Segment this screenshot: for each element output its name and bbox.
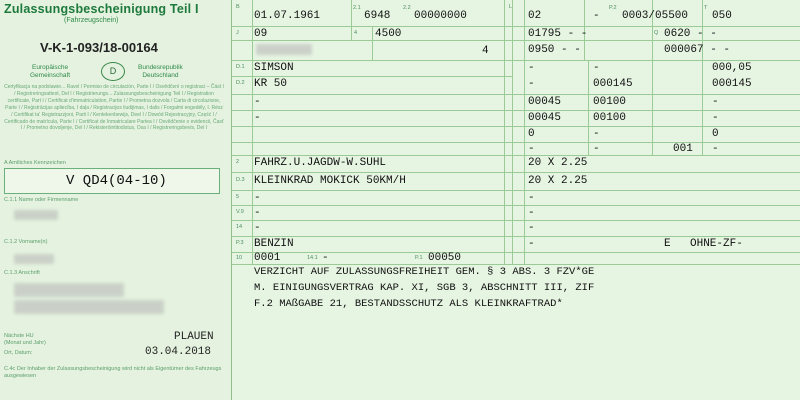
field-code: P.2 — [609, 5, 617, 11]
field-r5-1: - — [528, 78, 535, 90]
owner-note: C.4c Der Inhaber der Zulassungsbescheinigung wird nicht als Eigentümer des Fahrzeugs ausgewiesen — [4, 366, 222, 379]
field-code: P.3 — [236, 240, 244, 246]
redacted-first-name — [14, 254, 54, 264]
row-divider — [232, 110, 800, 111]
document-number: V-K-1-093/18-00164 — [40, 40, 158, 55]
country-label-line1: Bundesrepublik — [138, 64, 183, 71]
row-divider — [232, 26, 800, 27]
redacted-address-line1 — [14, 283, 124, 297]
field-code: D.3 — [236, 177, 245, 183]
country-label-line2: Deutschland — [142, 72, 179, 79]
field-r7-1: 00045 — [528, 112, 562, 124]
max-speed: 050 — [712, 10, 732, 22]
vehicle-data-grid — [232, 0, 800, 400]
field-r6-3: - — [712, 96, 719, 108]
country-label — [138, 64, 183, 80]
field-r6-2: 00100 — [593, 96, 627, 108]
field-r6-1: 00045 — [528, 96, 562, 108]
name-label: C.1.1 Name oder Firmenname — [4, 197, 79, 203]
field-r8-3: 0 — [712, 128, 719, 140]
field-r9-3: 001 — [673, 143, 693, 155]
vehicle-manufacturer: FAHRZ.U.JAGDW-W.SUHL — [254, 157, 387, 169]
row-divider — [232, 155, 800, 156]
row-divider — [232, 94, 800, 95]
multilingual-fineprint: Certyfikacja na podstawie... Ravel / Permiso de circulación, Parte I / Osvědčení o registraci – Část I / Registreringsattest, Del I / Registrierungs... Zulassungsbescheinigung Teil I / Registration certificate, Part I / Certificat d'immatriculation, Partie I / Prometna dozvola / Carta di circolazione, Parte I / Reģistrācijas apliecība, I daļa / Registracijos liudijimas, I dalis / Forgalmi engedély, I. Rész / Certifikat ta' Registrazzjoni, Parti I / Kentekenbewijs, Deel I / Dowód Rejestracyjny, Część I / Certificado de matrícula, Parte I / Certificat de înmatriculare Partea I / Osvědčenie o evidencii, Časť I / Prometno dovoljenje, Del I / Rekisteröintitodistus, Osa I / Registreringsbevis, Del I — [4, 84, 224, 132]
holder-panel — [0, 0, 232, 400]
row-divider — [232, 252, 800, 253]
field-5-value: - — [254, 192, 261, 204]
field-r8-1: 0 — [528, 128, 535, 140]
column-divider — [504, 0, 505, 264]
displacement: 00050 — [428, 252, 462, 264]
address-label: C.1.3 Anschrift — [4, 270, 40, 276]
tire-size-1: 20 X 2.25 — [528, 157, 588, 169]
field-r15-value: - — [528, 238, 535, 250]
field-code: J — [236, 30, 239, 36]
field-e-label: E — [664, 238, 671, 250]
row-divider — [232, 40, 800, 41]
field-code: 14 — [236, 224, 243, 230]
redacted-name — [14, 210, 58, 220]
row-divider — [232, 60, 800, 61]
issue-date: 03.04.2018 — [145, 346, 212, 358]
field-r3-value: 000067 - - — [664, 44, 731, 56]
eu-label-line1: Europäische — [31, 64, 69, 71]
next-inspection-sublabel: (Monat und Jahr) — [4, 340, 46, 346]
column-divider — [372, 26, 373, 60]
field-code: Q — [654, 30, 659, 36]
field-r5-2: 000145 — [593, 78, 633, 90]
column-divider — [512, 0, 513, 264]
field-code: D.2 — [236, 80, 245, 86]
field-code: 2 — [236, 159, 240, 165]
field-code: V.9 — [236, 209, 244, 215]
row-divider — [232, 220, 800, 221]
column-divider — [524, 0, 525, 264]
vehicle-make: SIMSON — [254, 62, 294, 74]
field-r4-1: - — [528, 62, 535, 74]
field-code: 10 — [236, 255, 243, 261]
document-title: Zulassungsbescheinigung Teil I — [4, 2, 199, 16]
vehicle-model-name: KLEINKRAD MOKICK 50KM/H — [254, 175, 406, 187]
field-r12-value: - — [528, 192, 535, 204]
field-code: 5 — [236, 194, 240, 200]
field-code: 4 — [354, 30, 358, 36]
column-divider — [588, 60, 589, 155]
column-divider — [702, 0, 703, 155]
column-divider — [652, 0, 653, 155]
column-divider — [351, 0, 352, 40]
field-r2-value: 0950 - - — [528, 44, 581, 56]
vehicle-variant-1: - — [254, 96, 261, 108]
field-code: D.1 — [236, 64, 245, 70]
issuing-city: PLAUEN — [174, 331, 214, 343]
field-code: B — [236, 4, 240, 10]
field-q-value: 0620 - - — [664, 28, 717, 40]
vehicle-variant-2: - — [254, 112, 261, 124]
first-name-label: C.1.2 Vorname(n) — [4, 239, 48, 245]
field-code: T — [704, 5, 708, 11]
document-subtitle: (Fahrzeugschein) — [64, 17, 119, 24]
type-code: 00000000 — [414, 10, 467, 22]
column-divider — [252, 0, 253, 264]
field-10-value: 0001 — [254, 252, 281, 264]
emission-key: OHNE-ZF- — [690, 238, 743, 250]
remark-line-1: VERZICHT AUF ZULASSUNGSFREIHEIT GEM. § 3 ABS. 3 FZV*GE — [254, 266, 595, 278]
manufacturer-code: 6948 — [364, 10, 391, 22]
fuel-type: BENZIN — [254, 238, 294, 250]
field-j-value: 09 — [254, 28, 268, 40]
tire-size-2: 20 X 2.25 — [528, 175, 588, 187]
field-r7-3: - — [712, 112, 719, 124]
field-14-value: - — [254, 222, 261, 234]
row-divider — [232, 264, 800, 265]
row-divider — [232, 236, 800, 237]
field-r9-2: - — [593, 143, 600, 155]
field-r1-value: 01795 - - — [528, 28, 588, 40]
remark-line-3: F.2 MAßGABE 21, BESTANDSSCHUTZ ALS KLEINKRAFTRAD* — [254, 298, 563, 310]
field-r4-3: 000,05 — [712, 62, 752, 74]
row-divider — [232, 205, 800, 206]
row-divider — [232, 172, 800, 173]
field-l-value: 02 — [528, 10, 542, 22]
field-code: 14.1 — [307, 255, 318, 261]
field-r5-3: 000145 — [712, 78, 752, 90]
field-r9-1: - — [528, 143, 535, 155]
field-r8-2: - — [593, 128, 600, 140]
field-r13-value: - — [528, 207, 535, 219]
field-code: L — [509, 4, 513, 10]
field-9-value: - — [593, 10, 600, 22]
emission-class: - — [254, 207, 261, 219]
redacted-field — [256, 44, 312, 55]
row-divider — [232, 76, 512, 77]
eu-label — [30, 64, 70, 80]
redacted-address-line2 — [14, 300, 164, 314]
plate-label: A Amtliches Kennzeichen — [4, 160, 66, 166]
eu-label-line2: Gemeinschaft — [30, 72, 71, 79]
licence-plate: V QD4(04-10) — [66, 173, 167, 189]
remark-line-2: M. EINIGUNGSVERTRAG KAP. XI, SGB 3, ABSCHNITT III, ZIF — [254, 282, 595, 294]
field-r7-2: 00100 — [593, 112, 627, 124]
power-rpm: 0003/05500 — [622, 10, 689, 22]
row-divider — [232, 126, 800, 127]
first-registration-date: 01.07.1961 — [254, 10, 321, 22]
place-date-label: Ort, Datum: — [4, 350, 33, 356]
vehicle-type: KR 50 — [254, 78, 288, 90]
field-code: 2.1 — [353, 5, 361, 11]
next-inspection-label: Nächste HU — [4, 333, 34, 339]
field-r9-4: - — [712, 143, 719, 155]
field-code: P.1 — [415, 255, 423, 261]
field-4-value: 4500 — [375, 28, 402, 40]
country-code-oval: D — [101, 62, 125, 81]
field-code: 2.2 — [403, 5, 411, 11]
field-r14-value: - — [528, 222, 535, 234]
row-divider — [232, 190, 800, 191]
field-r4-2: - — [593, 62, 600, 74]
field-4-code: 4 — [482, 45, 489, 57]
field-14-1-value: - — [322, 252, 329, 264]
